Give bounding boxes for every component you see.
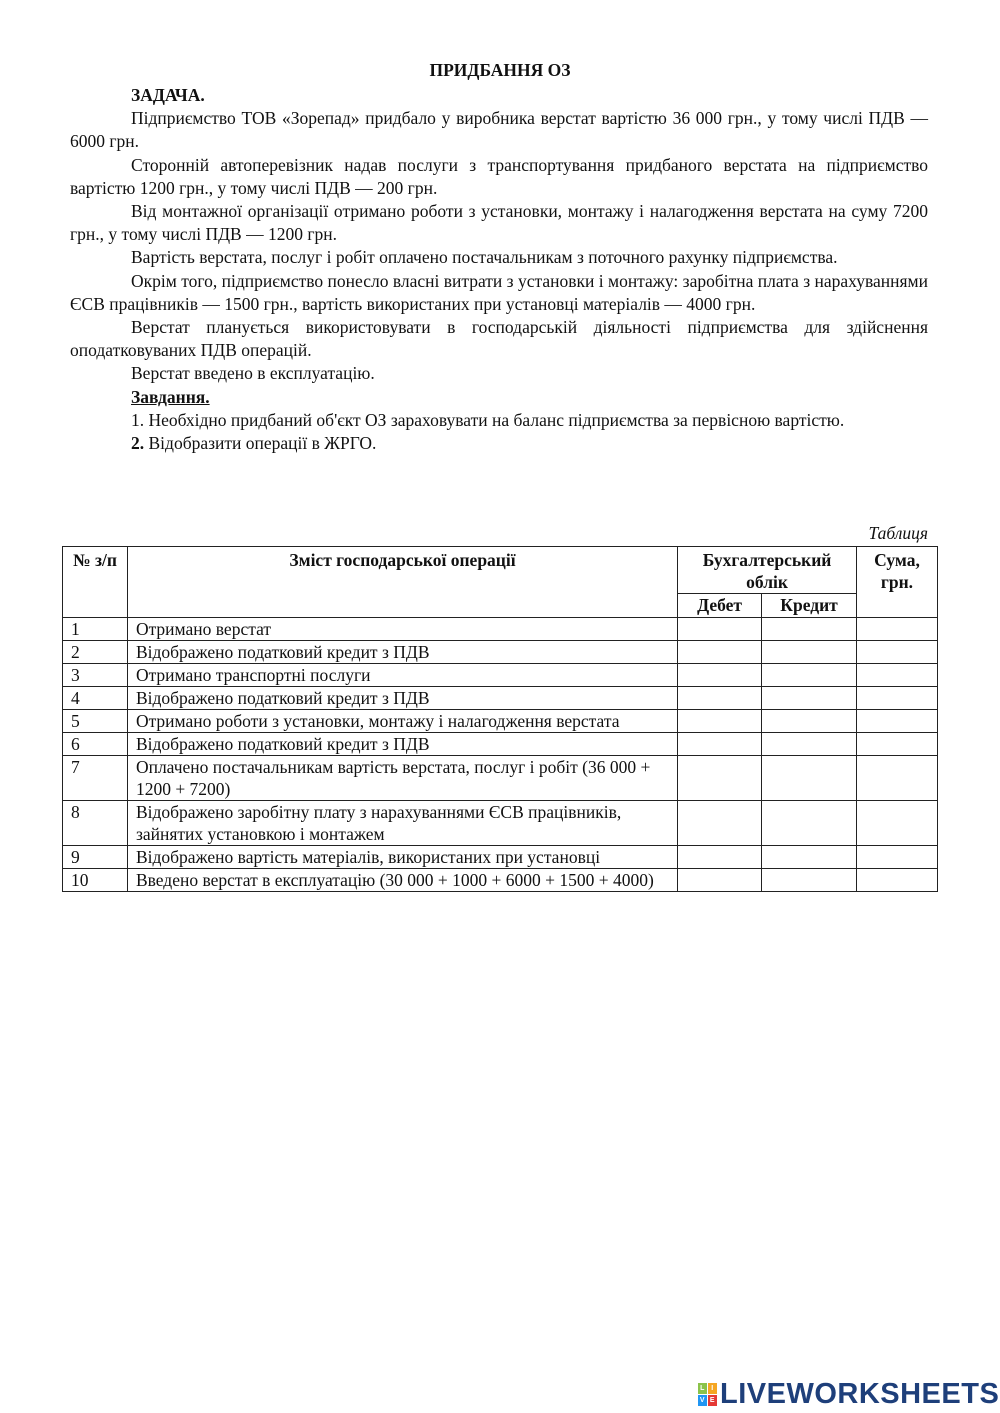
credit-cell[interactable] — [762, 733, 857, 756]
sum-cell[interactable] — [857, 687, 938, 710]
debit-cell[interactable] — [678, 664, 762, 687]
assignment-1: 1. Необхідно придбаний об'єкт ОЗ зараховувати на баланс підприємства за первісною вартістю. — [131, 409, 845, 430]
table-row — [63, 618, 938, 641]
assignment-heading: Завдання. — [131, 386, 210, 407]
table-row — [63, 641, 938, 664]
row-content: Отримано транспортні послуги — [127, 664, 677, 687]
table-row — [63, 846, 938, 869]
header-sum: Сума, грн. — [857, 547, 938, 618]
row-number: 3 — [63, 664, 128, 687]
table-caption: Таблиця — [868, 523, 928, 543]
row-content: Відображено податковий кредит з ПДВ — [127, 687, 677, 710]
sum-cell[interactable] — [857, 756, 938, 801]
logo-block: E — [709, 1397, 716, 1404]
paragraph: Від монтажної організації отримано роботи з установки, монтажу і налагодження верстата на суму 7200 грн., у тому числі ПДВ — 1200 грн. — [70, 201, 928, 245]
row-content: Відображено вартість матеріалів, використаних при установці — [127, 846, 677, 869]
debit-cell[interactable] — [678, 641, 762, 664]
credit-cell[interactable] — [762, 846, 857, 869]
sum-cell[interactable] — [857, 618, 938, 641]
logo-text: LIVEWORKSHEETS — [720, 1378, 1000, 1410]
logo-blocks-icon — [698, 1383, 717, 1406]
debit-cell[interactable] — [678, 618, 762, 641]
sum-cell[interactable] — [857, 733, 938, 756]
header-debit: Дебет — [678, 594, 762, 618]
debit-cell[interactable] — [678, 733, 762, 756]
sum-cell[interactable] — [857, 846, 938, 869]
paragraph: Підприємство ТОВ «Зорепад» придбало у виробника верстат вартістю 36 000 грн., у тому числі ПДВ — 6000 грн. — [70, 108, 928, 152]
table-row — [63, 869, 938, 892]
paragraph: Сторонній автоперевізник надав послуги з транспортування придбаного верстата на підприємство вартістю 1200 грн., у тому числі ПДВ — 200 грн. — [70, 154, 928, 198]
credit-cell[interactable] — [762, 756, 857, 801]
credit-cell[interactable] — [762, 710, 857, 733]
row-number: 5 — [63, 710, 128, 733]
operations-table — [62, 546, 938, 892]
credit-cell[interactable] — [762, 641, 857, 664]
table-row — [63, 664, 938, 687]
row-number: 7 — [63, 756, 128, 801]
sum-cell[interactable] — [857, 710, 938, 733]
debit-cell[interactable] — [678, 710, 762, 733]
debit-cell[interactable] — [678, 869, 762, 892]
table-row — [63, 710, 938, 733]
row-content: Введено верстат в експлуатацію (30 000 + 1000 + 6000 + 1500 + 4000) — [127, 869, 677, 892]
table-row — [63, 687, 938, 710]
paragraph: Вартість верстата, послуг і робіт оплачено постачальникам з поточного рахунку підприємства. — [131, 247, 838, 268]
header-accounting: Бухгалтерський облік — [678, 547, 857, 594]
row-content: Відображено податковий кредит з ПДВ — [127, 641, 677, 664]
credit-cell[interactable] — [762, 664, 857, 687]
assignment-2-text: Відобразити операції в ЖРГО. — [144, 433, 377, 454]
paragraph: Верстат планується використовувати в господарській діяльності підприємства для здійснення оподатковуваних ПДВ операцій. — [70, 317, 928, 361]
debit-cell[interactable] — [678, 801, 762, 846]
credit-cell[interactable] — [762, 687, 857, 710]
row-content: Відображено заробітну плату з нарахуваннями ЄСВ працівників, зайнятих установкою і монтажем — [127, 801, 677, 846]
sum-cell[interactable] — [857, 641, 938, 664]
row-content: Відображено податковий кредит з ПДВ — [127, 733, 677, 756]
paragraph: Верстат введено в експлуатацію. — [131, 363, 375, 384]
credit-cell[interactable] — [762, 618, 857, 641]
page-title: ПРИДБАННЯ ОЗ — [429, 60, 571, 80]
credit-cell[interactable] — [762, 801, 857, 846]
table-row — [63, 801, 938, 846]
assignment-2-number: 2. — [131, 433, 145, 454]
task-heading: ЗАДАЧА. — [131, 85, 205, 105]
row-number: 2 — [63, 641, 128, 664]
table-row — [63, 756, 938, 801]
header-content: Зміст господарської операції — [127, 547, 677, 618]
table-row — [63, 733, 938, 756]
row-number: 8 — [63, 801, 128, 846]
header-credit: Кредит — [762, 594, 857, 618]
sum-cell[interactable] — [857, 801, 938, 846]
header-number: № з/п — [63, 547, 128, 618]
row-number: 10 — [63, 869, 128, 892]
debit-cell[interactable] — [678, 756, 762, 801]
row-number: 4 — [63, 687, 128, 710]
liveworksheets-logo — [698, 1378, 999, 1411]
row-content: Оплачено постачальникам вартість верстата, послуг і робіт (36 000 + 1200 + 7200) — [127, 756, 677, 801]
row-number: 9 — [63, 846, 128, 869]
debit-cell[interactable] — [678, 846, 762, 869]
sum-cell[interactable] — [857, 869, 938, 892]
logo-block: V — [699, 1397, 706, 1404]
logo-block: L — [698, 1383, 707, 1394]
paragraph: Окрім того, підприємство понесло власні витрати з установки і монтажу: заробітна плата з нарахуваннями ЄСВ працівників — 1500 грн., вартість використаних при установці матеріалів — 4000 грн. — [70, 270, 928, 314]
sum-cell[interactable] — [857, 664, 938, 687]
debit-cell[interactable] — [678, 687, 762, 710]
task-text — [70, 84, 928, 455]
row-content: Отримано верстат — [127, 618, 677, 641]
row-number: 6 — [63, 733, 128, 756]
logo-block: I — [708, 1383, 717, 1394]
row-content: Отримано роботи з установки, монтажу і налагодження верстата — [127, 710, 677, 733]
row-number: 1 — [63, 618, 128, 641]
credit-cell[interactable] — [762, 869, 857, 892]
assignment-2 — [70, 432, 928, 455]
